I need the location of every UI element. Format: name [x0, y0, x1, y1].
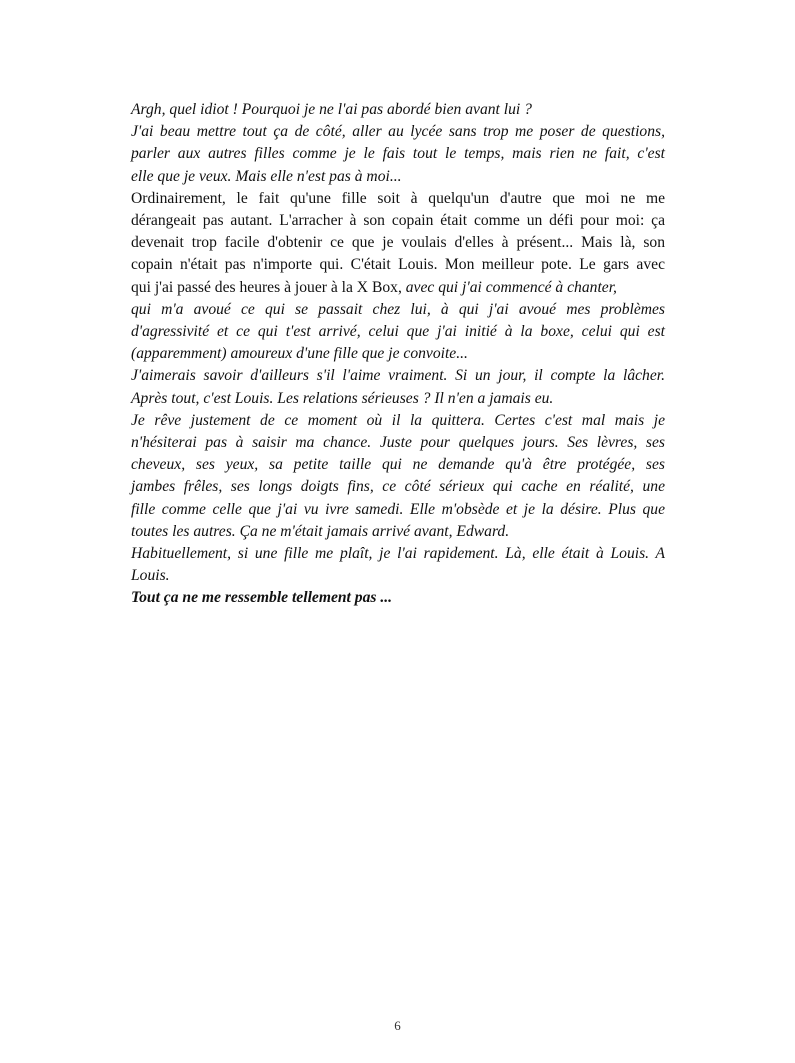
text-line: n'hésiterai pas à saisir ma chance. Juste pour quelques jours. Ses lèvres, ses [131, 434, 665, 452]
text-line: toutes les autres. Ça ne m'était jamais arrivé avant, Edward. [131, 522, 510, 540]
text-line-italic-part: avec qui j'ai commencé à chanter, [401, 278, 617, 296]
text-line: Après tout, c'est Louis. Les relations sérieuses ? Il n'en a jamais eu. [131, 389, 554, 407]
text-line: copain n'était pas n'importe qui. C'était Louis. Mon meilleur pote. Le gars avec [131, 256, 665, 274]
text-line: dérangeait pas autant. L'arracher à son copain était comme un défi pour moi: ça [131, 212, 665, 230]
body-text [131, 99, 665, 610]
text-line: J'ai beau mettre tout ça de côté, aller au lycée sans trop me poser de questions, [131, 123, 665, 141]
text-line-mixed [131, 277, 665, 299]
text-line: fille comme celle que j'ai vu ivre samedi. Elle m'obsède et je la désire. Plus que [131, 500, 665, 518]
page-number: 6 [394, 1018, 401, 1033]
text-line-roman-part: qui j'ai passé des heures à jouer à la X Box, [131, 278, 402, 296]
text-line: Ordinairement, le fait qu'une fille soit à quelqu'un d'autre que moi ne me [131, 189, 665, 207]
text-line: cheveux, ses yeux, sa petite taille qui ne demande qu'à être protégée, ses [131, 456, 665, 474]
text-line: J'aimerais savoir d'ailleurs s'il l'aime vraiment. Si un jour, il compte la lâcher. [131, 367, 665, 385]
text-line: jambes frêles, ses longs doigts fins, ce côté sérieux qui cache en réalité, une [131, 478, 665, 496]
text-line: Habituellement, si une fille me plaît, je l'ai rapidement. Là, elle était à Louis. A [131, 545, 665, 563]
text-line: elle que je veux. Mais elle n'est pas à moi... [131, 167, 402, 185]
text-line: Je rêve justement de ce moment où il la quittera. Certes c'est mal mais je [131, 411, 665, 429]
text-line: qui m'a avoué ce qui se passait chez lui, à qui j'ai avoué mes problèmes [131, 300, 665, 318]
closing-line: Tout ça ne me ressemble tellement pas ... [131, 589, 393, 607]
text-line: d'agressivité et ce qui t'est arrivé, celui que j'ai initié à la boxe, celui qui est [131, 323, 665, 341]
text-line: devenait trop facile d'obtenir ce que je voulais d'elles à présent... Mais là, son [131, 234, 665, 252]
text-line: Argh, quel idiot ! Pourquoi je ne l'ai pas abordé bien avant lui ? [131, 101, 532, 118]
text-line: parler aux autres filles comme je le fais tout le temps, mais rien ne fait, c'est [131, 145, 665, 163]
text-line: (apparemment) amoureux d'une fille que je convoite... [131, 345, 468, 363]
text-line: Louis. [131, 567, 170, 585]
